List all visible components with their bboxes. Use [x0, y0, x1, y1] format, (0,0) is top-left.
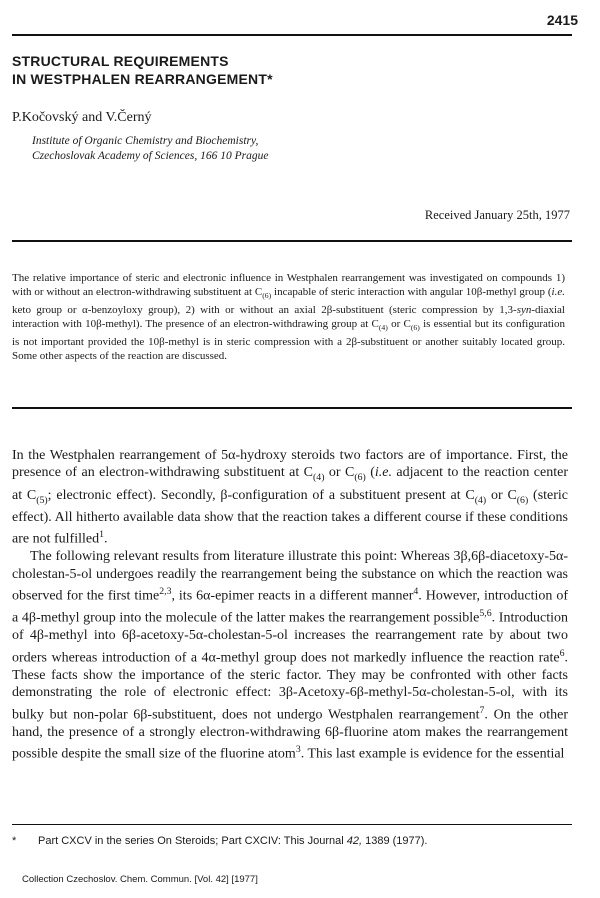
authors: P.Kočovský and V.Černý	[12, 110, 152, 125]
affiliation-line-1: Institute of Organic Chemistry and Biochemistry,	[32, 135, 259, 147]
received-date: Received January 25th, 1977	[424, 208, 570, 222]
header-rule	[12, 34, 572, 36]
paragraph-1: In the Westphalen rearrangement of 5α-hydroxy steroids two factors are of importance. First, the presence of an electron-withdrawing substituent at $C_{(4)}$ or $C_{(6)}$ (i.e. adjacent to the reaction center at $C_{(5)}$; electronic effect). Secondly, β-configuration of a substituent present at $C_{(4)}$ or $C_{(6)}$ (steric effect). All hitherto available data show that the reaction takes a different course if these conditions are not fulfilled$^1$.	[12, 448, 569, 547]
abstract-top-rule	[12, 240, 572, 242]
page-number: 2415	[546, 12, 578, 28]
body-text	[12, 447, 568, 763]
affiliation	[32, 134, 268, 164]
footnote-mark: *	[12, 835, 17, 847]
abstract-bottom-rule	[12, 407, 572, 409]
footnote-rule	[12, 824, 572, 825]
abstract: The relative importance of steric and electronic influence in Westphalen rearrangement was investigated on compounds 1) with or without an electron-withdrawing substituent at $C_{(6)}$ incapable of steric interaction with angular 10β-methyl group (i.e. keto group or α-benzoyloxy group), 2) with or without an axial 2β-substituent (steric compression by 1,3-syn-diaxial interaction with 10β-methyl). The presence of an electron-withdrawing group at $C_{(4)}$ or $C_{(6)}$ is essential but its configuration is not important provided the 10β-methyl is in steric compression with a 2β-substituent or another suitably located group. Some other aspects of the reaction are discussed.	[12, 272, 565, 363]
title-line-2: IN WESTPHALEN REARRANGEMENT*	[12, 71, 273, 87]
affiliation-line-2: Czechoslovak Academy of Sciences, 166 10 Prague	[32, 150, 269, 162]
paragraph-2: The following relevant results from literature illustrate this point: Whereas 3β,6β-diacetoxy-5α-cholestan-5-ol undergoes readily the rearrangement being the substance on which the reaction was observed for the first time$^{2,3}$, its 6α-epimer reacts in a different manner$^4$. However, introduction of a 4β-methyl group into the molecule of the latter makes the rearrangement possible$^{5,6}$. Introduction of 4β-methyl into 6β-acetoxy-5α-cholestan-5-ol increases the rearrangement rate by about two orders whereas introduction of a 4α-methyl group does not markedly influence the reaction rate$^6$. These facts show the importance of the steric factor. They may be confronted with other facts demonstrating the role of electronic effect: 3β-Acetoxy-6β-methyl-5α-cholestan-5-ol, with its bulky but non-polar 6β-substituent, does not undergo Westphalen rearrangement$^7$. On the other hand, the presence of a strongly electron-withdrawing 6β-fluorine atom makes the rearrangement possible despite the small size of the fluorine atom$^3$. This last example is evidence for the essential	[12, 549, 568, 762]
article-title	[12, 52, 273, 88]
footnote: * Part CXCV in the series On Steroids; Part CXCIV: This Journal 42, 1389 (1977).	[12, 835, 428, 847]
journal-citation: Collection Czechoslov. Chem. Commun. [Vol. 42] [1977]	[22, 874, 258, 885]
title-line-1: STRUCTURAL REQUIREMENTS	[12, 53, 229, 69]
